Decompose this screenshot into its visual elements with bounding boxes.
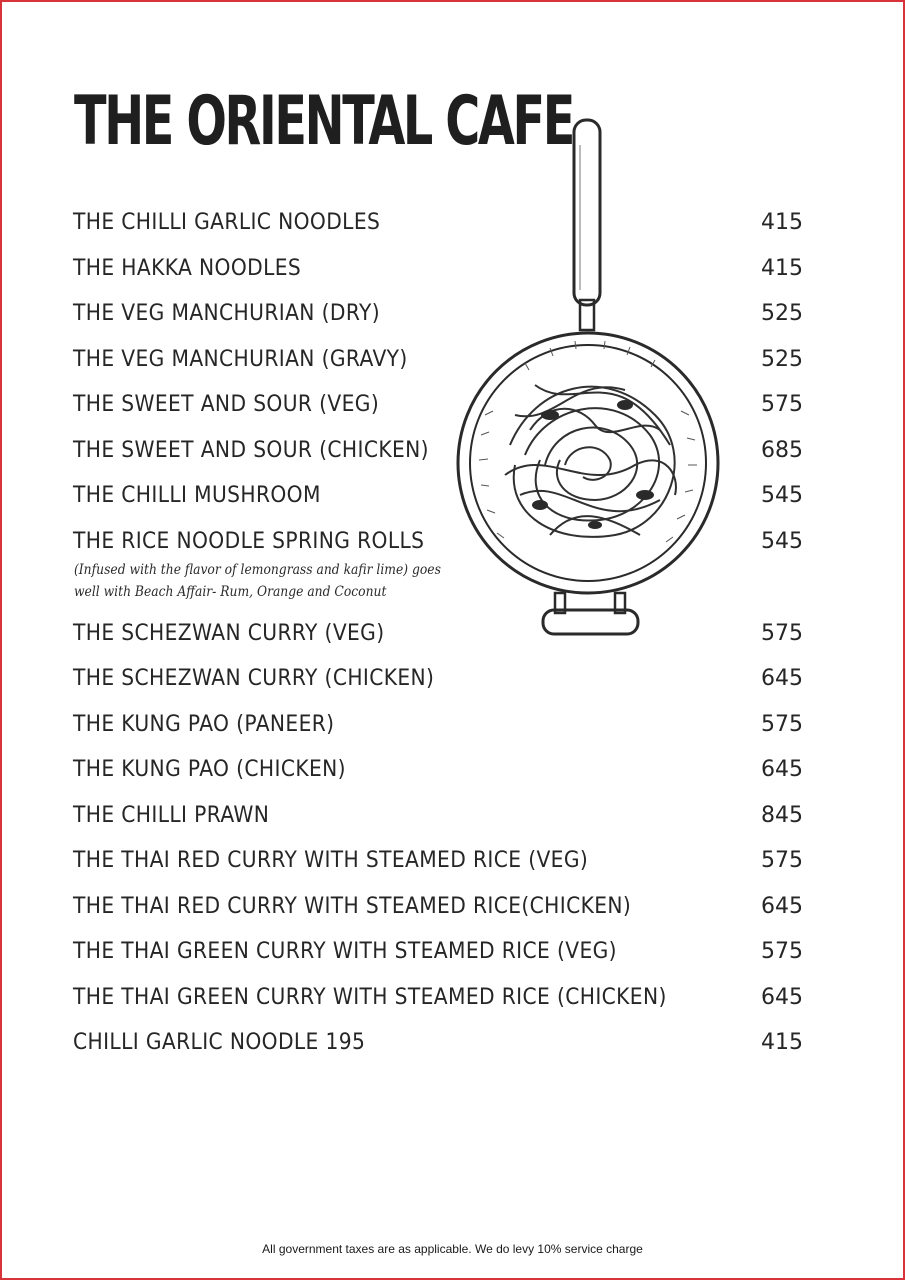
menu-item-name: THE CHILLI GARLIC NOODLES — [73, 210, 381, 235]
menu-item-price: 685 — [761, 437, 803, 463]
menu-item-name: THE HAKKA NOODLES — [73, 255, 302, 281]
menu-item-price: 415 — [761, 210, 803, 235]
menu-item-name: THE SWEET AND SOUR (CHICKEN) — [73, 437, 429, 463]
menu-title: THE ORIENTAL CAFE — [74, 82, 574, 161]
menu-item-price: 415 — [761, 255, 803, 281]
menu-item — [73, 799, 813, 845]
menu-item-price: 575 — [761, 848, 803, 873]
menu-item-price: 575 — [761, 392, 803, 417]
menu-item-name: THE VEG MANCHURIAN (GRAVY) — [73, 346, 408, 372]
menu-item-name: THE SCHEZWAN CURRY (CHICKEN) — [73, 666, 435, 691]
menu-item-price: 645 — [761, 893, 803, 919]
menu-item-name: THE RICE NOODLE SPRING ROLLS — [73, 528, 425, 554]
menu-item — [73, 844, 813, 890]
menu-item-name: THE SWEET AND SOUR (VEG) — [73, 392, 380, 417]
menu-item-price: 545 — [761, 483, 803, 508]
menu-item-name: THE KUNG PAO (CHICKEN) — [73, 757, 346, 782]
menu-item — [73, 252, 813, 298]
menu-item — [73, 753, 813, 799]
menu-item — [73, 297, 813, 343]
service-charge-note: All government taxes are as applicable. We do levy 10% service charge — [262, 1242, 643, 1256]
menu-list — [73, 206, 813, 1072]
menu-item — [73, 479, 813, 525]
menu-item-price: 525 — [761, 346, 803, 372]
menu-item — [73, 434, 813, 480]
menu-item-name: THE CHILLI PRAWN — [73, 802, 270, 828]
menu-item-name: THE CHILLI MUSHROOM — [73, 483, 321, 508]
menu-item-price: 575 — [761, 620, 803, 646]
menu-item-price: 525 — [761, 301, 803, 326]
menu-item-price: 845 — [761, 802, 803, 828]
menu-item-name: THE THAI RED CURRY WITH STEAMED RICE (VEG) — [73, 848, 589, 873]
menu-item — [73, 206, 813, 252]
menu-item — [73, 662, 813, 708]
menu-item — [73, 388, 813, 434]
menu-item-price: 575 — [761, 711, 803, 737]
menu-item-name: THE SCHEZWAN CURRY (VEG) — [73, 620, 385, 646]
menu-item-price: 645 — [761, 757, 803, 782]
menu-item — [73, 525, 813, 617]
menu-item-name: THE VEG MANCHURIAN (DRY) — [73, 301, 380, 326]
menu-item — [73, 890, 813, 936]
menu-item-name: CHILLI GARLIC NOODLE 195 — [73, 1030, 366, 1055]
menu-item — [73, 343, 813, 389]
menu-item — [73, 1026, 813, 1072]
menu-item-price: 645 — [761, 666, 803, 691]
menu-item-price: 645 — [761, 984, 803, 1010]
menu-item-name: THE THAI GREEN CURRY WITH STEAMED RICE (VEG) — [73, 939, 617, 964]
menu-item-name: THE THAI RED CURRY WITH STEAMED RICE(CHICKEN) — [73, 893, 632, 919]
menu-item — [73, 708, 813, 754]
menu-item-name: THE KUNG PAO (PANEER) — [73, 711, 335, 737]
menu-item-description: (Infused with the flavor of lemongrass and kafir lime) goes well with Beach Affair- Rum, Orange and Coconut — [74, 561, 441, 600]
menu-item — [73, 981, 813, 1027]
menu-item — [73, 935, 813, 981]
menu-item-price: 575 — [761, 939, 803, 964]
menu-item-name: THE THAI GREEN CURRY WITH STEAMED RICE (CHICKEN) — [73, 984, 667, 1010]
menu-item-price: 415 — [761, 1030, 803, 1055]
menu-item-price: 545 — [761, 528, 803, 554]
menu-item — [73, 617, 813, 663]
